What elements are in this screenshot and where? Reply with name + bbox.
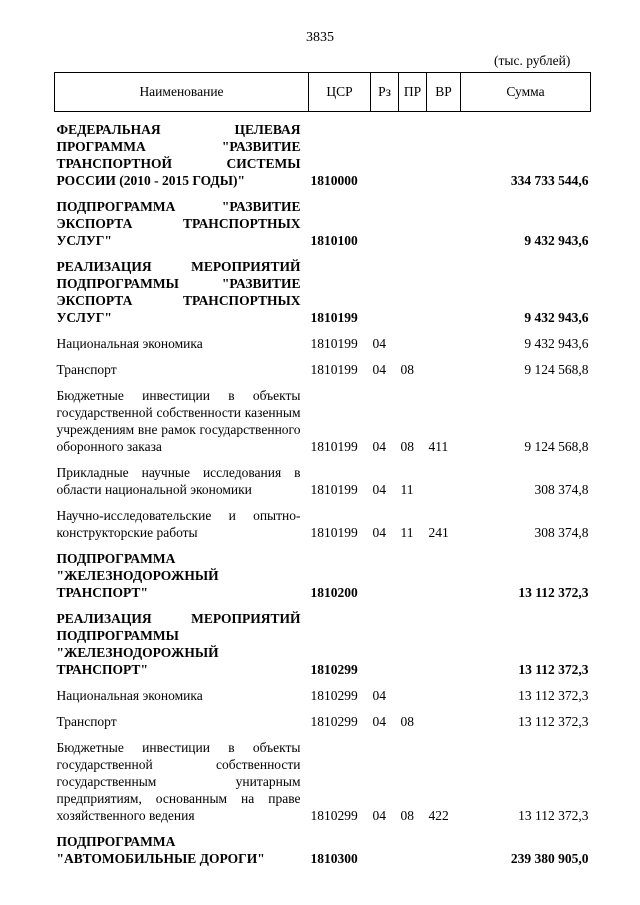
- row-spacer-cell: [55, 352, 591, 361]
- row-spacer-cell: [55, 112, 591, 122]
- row-pr: [399, 687, 427, 704]
- table-row: [55, 739, 591, 824]
- row-spacer: [55, 189, 591, 198]
- row-pr: [399, 550, 427, 601]
- row-spacer-cell: [55, 498, 591, 507]
- row-pr: 08: [400, 808, 414, 823]
- row-rz: 04: [372, 714, 386, 729]
- row-name: РЕАЛИЗАЦИЯ МЕРОПРИЯТИЙ ПОДПРОГРАММЫ "ЖЕЛЕЗНОДОРОЖНЫЙ ТРАНСПОРТ": [56, 611, 301, 677]
- row-spacer-cell: [55, 455, 591, 464]
- row-rz: [371, 610, 399, 678]
- row-sum: 9 432 943,6: [524, 336, 589, 351]
- row-rz: 04: [372, 525, 386, 540]
- row-sum: 308 374,8: [534, 482, 589, 497]
- row-rz: 04: [372, 336, 386, 351]
- table-row: [55, 258, 591, 326]
- row-csr: 1810299: [310, 688, 358, 703]
- row-vr: [427, 550, 461, 601]
- header-rz: Рз: [371, 73, 399, 112]
- table-header-row: [55, 73, 591, 112]
- table-row: [55, 550, 591, 601]
- row-pr: [399, 610, 427, 678]
- row-spacer-cell: [55, 249, 591, 258]
- row-csr: 1810199: [310, 310, 358, 325]
- row-rz: 04: [372, 688, 386, 703]
- row-sum: 13 112 372,3: [518, 808, 589, 823]
- row-vr: [427, 687, 461, 704]
- row-vr: [427, 335, 461, 352]
- row-sum: 334 733 544,6: [510, 173, 589, 188]
- row-spacer-cell: [55, 730, 591, 739]
- row-vr: [427, 464, 461, 498]
- row-sum: 9 432 943,6: [524, 310, 589, 325]
- row-sum: 9 124 568,8: [524, 362, 589, 377]
- row-csr: 1810300: [310, 851, 358, 866]
- row-vr: [427, 833, 461, 867]
- row-csr: 1810199: [310, 525, 358, 540]
- row-pr: [399, 198, 427, 249]
- row-vr: 422: [428, 808, 449, 823]
- row-spacer: [55, 498, 591, 507]
- row-spacer-cell: [55, 326, 591, 335]
- table-row: [55, 387, 591, 455]
- table-row: [55, 713, 591, 730]
- row-csr: 1810199: [310, 482, 358, 497]
- row-spacer: [55, 730, 591, 739]
- row-sum: 9 432 943,6: [524, 233, 589, 248]
- table-row: [55, 687, 591, 704]
- table-row: [55, 507, 591, 541]
- row-name: ПОДПРОГРАММА "ЖЕЛЕЗНОДОРОЖНЫЙ ТРАНСПОРТ": [56, 551, 219, 600]
- table-row: [55, 198, 591, 249]
- header-csr: ЦСР: [309, 73, 371, 112]
- budget-table: [54, 72, 591, 867]
- row-vr: [427, 121, 461, 189]
- row-spacer-cell: [55, 601, 591, 610]
- table-body: [55, 112, 591, 868]
- row-name: ПОДПРОГРАММА "АВТОМОБИЛЬНЫЕ ДОРОГИ": [56, 834, 265, 866]
- row-vr: [427, 610, 461, 678]
- row-rz: [371, 121, 399, 189]
- row-name: Прикладные научные исследования в области национальной экономики: [56, 465, 301, 497]
- row-spacer: [55, 704, 591, 713]
- row-csr: 1810199: [310, 336, 358, 351]
- row-pr: 11: [400, 525, 414, 540]
- row-rz: [371, 833, 399, 867]
- row-name: Транспорт: [56, 714, 117, 729]
- table-row: [55, 610, 591, 678]
- row-pr: 08: [400, 362, 414, 377]
- row-name: Национальная экономика: [56, 336, 203, 351]
- row-csr: 1810299: [310, 808, 358, 823]
- row-vr: 241: [428, 525, 449, 540]
- row-spacer: [55, 824, 591, 833]
- row-pr: [399, 335, 427, 352]
- row-name: Научно-исследовательские и опытно-конструкторские работы: [56, 508, 301, 540]
- row-name: Бюджетные инвестиции в объекты государственной собственности государственным унитарным предприятиям, основанным на праве хозяйственного ведения: [56, 740, 301, 823]
- row-vr: 411: [428, 439, 449, 454]
- header-pr: ПР: [399, 73, 427, 112]
- row-vr: [427, 713, 461, 730]
- row-sum: 308 374,8: [534, 525, 589, 540]
- row-csr: 1810299: [310, 662, 358, 677]
- row-pr: [399, 258, 427, 326]
- row-spacer-cell: [55, 824, 591, 833]
- row-name: ФЕДЕРАЛЬНАЯ ЦЕЛЕВАЯ ПРОГРАММА "РАЗВИТИЕ ТРАНСПОРТНОЙ СИСТЕМЫ РОССИИ (2010 - 2015 ГОДЫ)": [56, 122, 301, 188]
- row-vr: [427, 198, 461, 249]
- row-rz: [371, 258, 399, 326]
- row-spacer: [55, 601, 591, 610]
- row-pr: [399, 121, 427, 189]
- row-sum: 239 380 905,0: [510, 851, 589, 866]
- row-spacer: [55, 249, 591, 258]
- row-spacer: [55, 352, 591, 361]
- units-label: (тыс. рублей): [494, 53, 571, 68]
- table-row: [55, 833, 591, 867]
- table-row: [55, 361, 591, 378]
- row-pr: 08: [400, 439, 414, 454]
- row-rz: [371, 198, 399, 249]
- row-spacer: [55, 112, 591, 122]
- row-csr: 1810299: [310, 714, 358, 729]
- row-csr: 1810000: [310, 173, 358, 188]
- row-rz: 04: [372, 439, 386, 454]
- row-sum: 13 112 372,3: [518, 585, 589, 600]
- row-name: Национальная экономика: [56, 688, 203, 703]
- table-row: [55, 464, 591, 498]
- row-rz: 04: [372, 482, 386, 497]
- row-pr: 08: [400, 714, 414, 729]
- row-csr: 1810100: [310, 233, 358, 248]
- row-csr: 1810199: [310, 362, 358, 377]
- row-name: РЕАЛИЗАЦИЯ МЕРОПРИЯТИЙ ПОДПРОГРАММЫ "РАЗВИТИЕ ЭКСПОРТА ТРАНСПОРТНЫХ УСЛУГ": [56, 259, 301, 325]
- row-name: Бюджетные инвестиции в объекты государственной собственности казенным учреждениям вне рамок государственного оборонного заказа: [56, 388, 301, 454]
- row-csr: 1810200: [310, 585, 358, 600]
- header-sum: Сумма: [461, 73, 591, 112]
- row-sum: 13 112 372,3: [518, 714, 589, 729]
- header-name: Наименование: [55, 73, 309, 112]
- row-pr: [399, 833, 427, 867]
- row-spacer: [55, 455, 591, 464]
- row-csr: 1810199: [310, 439, 358, 454]
- row-spacer-cell: [55, 678, 591, 687]
- row-vr: [427, 361, 461, 378]
- row-spacer-cell: [55, 189, 591, 198]
- row-spacer-cell: [55, 704, 591, 713]
- row-sum: 9 124 568,8: [524, 439, 589, 454]
- table-row: [55, 335, 591, 352]
- row-name: ПОДПРОГРАММА "РАЗВИТИЕ ЭКСПОРТА ТРАНСПОРТНЫХ УСЛУГ": [56, 199, 301, 248]
- row-rz: [371, 550, 399, 601]
- row-sum: 13 112 372,3: [518, 662, 589, 677]
- table-row: [55, 121, 591, 189]
- page-number: 3835: [306, 30, 334, 45]
- row-rz: 04: [372, 808, 386, 823]
- row-pr: 11: [400, 482, 414, 497]
- row-vr: [427, 258, 461, 326]
- row-spacer-cell: [55, 541, 591, 550]
- row-sum: 13 112 372,3: [518, 688, 589, 703]
- row-rz: 04: [372, 362, 386, 377]
- row-spacer: [55, 678, 591, 687]
- row-spacer: [55, 541, 591, 550]
- row-spacer: [55, 326, 591, 335]
- header-vr: ВР: [427, 73, 461, 112]
- row-name: Транспорт: [56, 362, 117, 377]
- row-spacer: [55, 378, 591, 387]
- row-spacer-cell: [55, 378, 591, 387]
